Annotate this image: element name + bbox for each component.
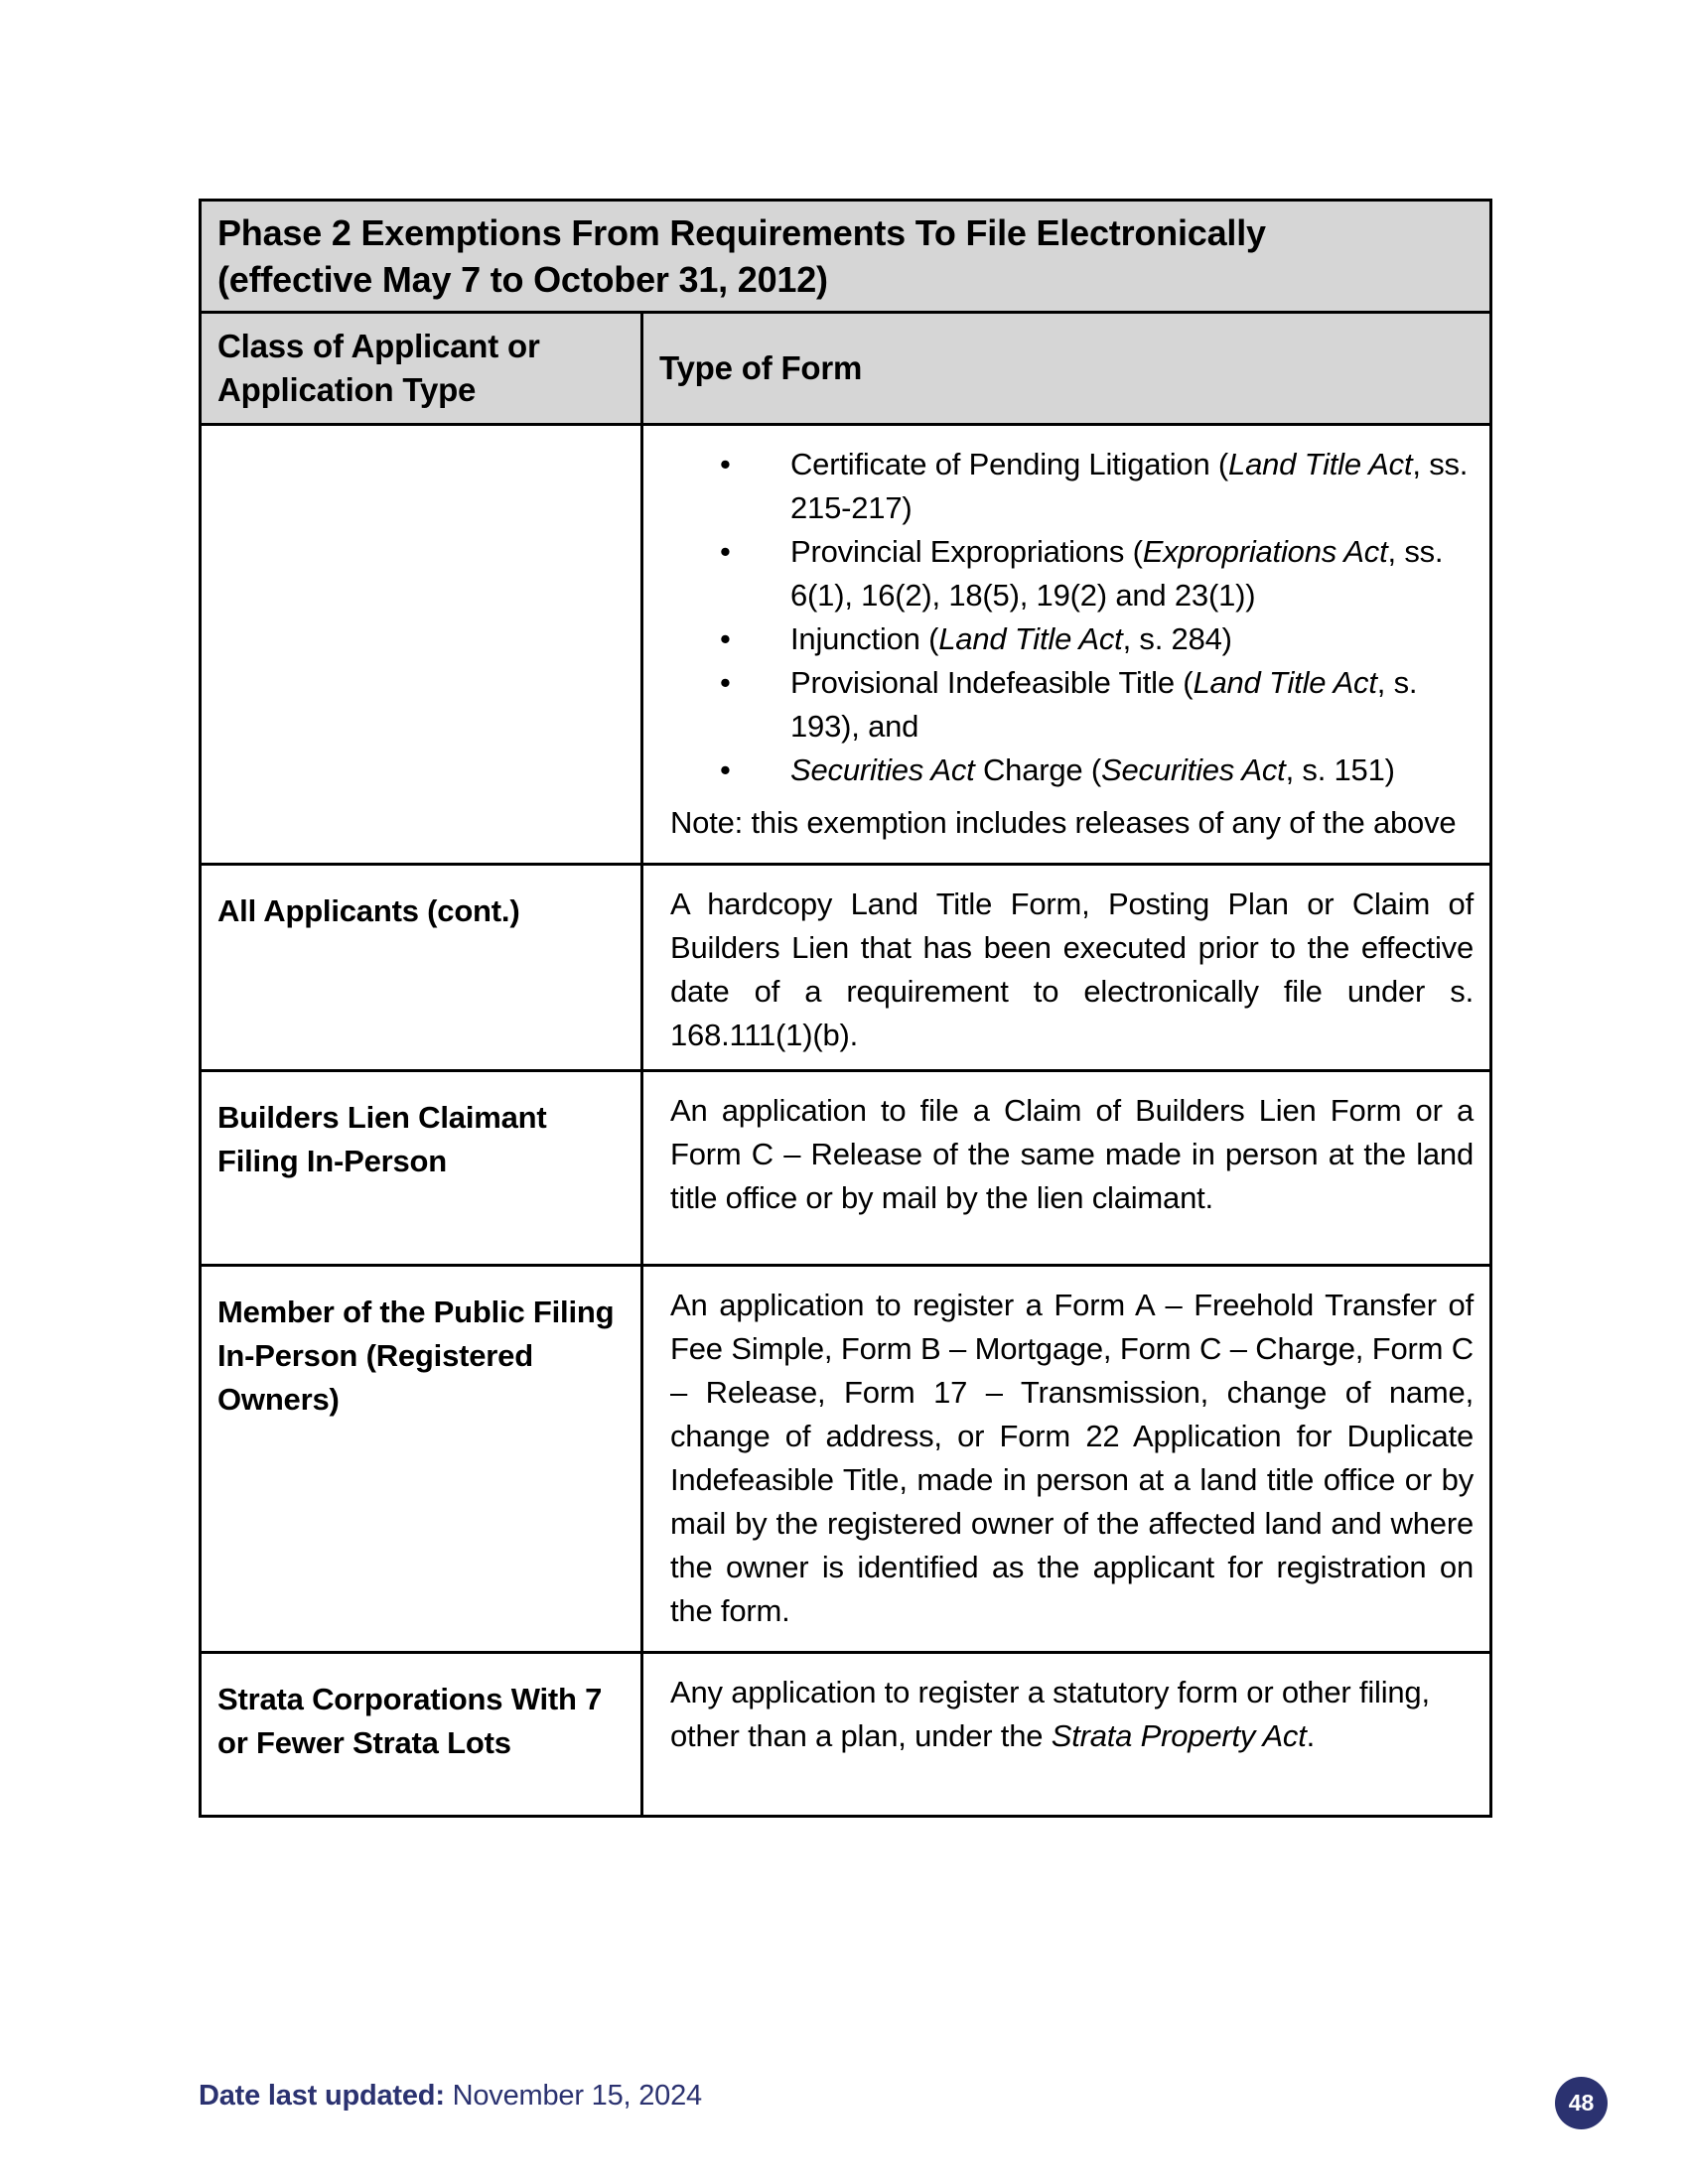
bullet-item: • Provincial Expropriations (Expropriations Act, ss. 6(1), 16(2), 18(5), 19(2) and 23(1)) bbox=[670, 530, 1474, 617]
note-text: Note: this exemption includes releases of any of the above bbox=[670, 805, 1457, 840]
table-row bbox=[201, 1653, 1491, 1817]
table-title-row bbox=[201, 201, 1491, 313]
table-row bbox=[201, 865, 1491, 1071]
applicant-cell: Strata Corporations With 7 or Fewer Strata Lots bbox=[201, 1653, 642, 1817]
form-cell: An application to register a Form A – Freehold Transfer of Fee Simple, Form B – Mortgage, Form C – Charge, Form C – Release, Form 17 – Transmission, change of name, change of address, or Form 22 Application for Duplicate Indefeasible Title, made in person at a land title office or by mail by the registered owner of the affected land and where the owner is identified as the applicant for registration on the form. bbox=[642, 1266, 1491, 1653]
table-title-line1: Phase 2 Exemptions From Requirements To File Electronically bbox=[217, 212, 1266, 253]
form-cell: A hardcopy Land Title Form, Posting Plan or Claim of Builders Lien that has been executed prior to the effective date of a requirement to electronically file under s. 168.111(1)(b). bbox=[642, 865, 1491, 1071]
form-cell: Any application to register a statutory form or other filing, other than a plan, under the Strata Property Act. bbox=[642, 1653, 1491, 1817]
bullet-item: • Provisional Indefeasible Title (Land Title Act, s. 193), and bbox=[670, 661, 1474, 749]
table-row bbox=[201, 1071, 1491, 1266]
page-number-badge bbox=[1555, 2077, 1608, 2129]
table-title bbox=[201, 201, 1491, 313]
footer-date: November 15, 2024 bbox=[452, 2080, 702, 2112]
footer bbox=[199, 2079, 702, 2113]
form-cell bbox=[642, 425, 1491, 865]
table-row bbox=[201, 425, 1491, 865]
applicant-cell: Member of the Public Filing In-Person (Registered Owners) bbox=[201, 1266, 642, 1653]
footer-label: Date last updated: bbox=[199, 2080, 445, 2112]
page-number: 48 bbox=[1568, 2090, 1595, 2116]
applicant-cell: Builders Lien Claimant Filing In-Person bbox=[201, 1071, 642, 1266]
form-cell: An application to file a Claim of Builders Lien Form or a Form C – Release of the same made in person at the land title office or by mail by the lien claimant. bbox=[642, 1071, 1491, 1266]
applicant-cell: All Applicants (cont.) bbox=[201, 865, 642, 1071]
bullet-item: • Injunction (Land Title Act, s. 284) bbox=[670, 617, 1474, 661]
applicant-cell bbox=[201, 425, 642, 865]
exemptions-table bbox=[199, 199, 1492, 1818]
bullet-item: • Securities Act Charge (Securities Act, s. 151) bbox=[670, 749, 1474, 792]
bullet-list bbox=[670, 443, 1474, 792]
table-title-line2: (effective May 7 to October 31, 2012) bbox=[217, 259, 828, 300]
column-header-form: Type of Form bbox=[642, 313, 1491, 425]
column-header-row bbox=[201, 313, 1491, 425]
table-row bbox=[201, 1266, 1491, 1653]
column-header-applicant: Class of Applicant or Application Type bbox=[201, 313, 642, 425]
bullet-item: • Certificate of Pending Litigation (Land Title Act, ss. 215-217) bbox=[670, 443, 1474, 530]
